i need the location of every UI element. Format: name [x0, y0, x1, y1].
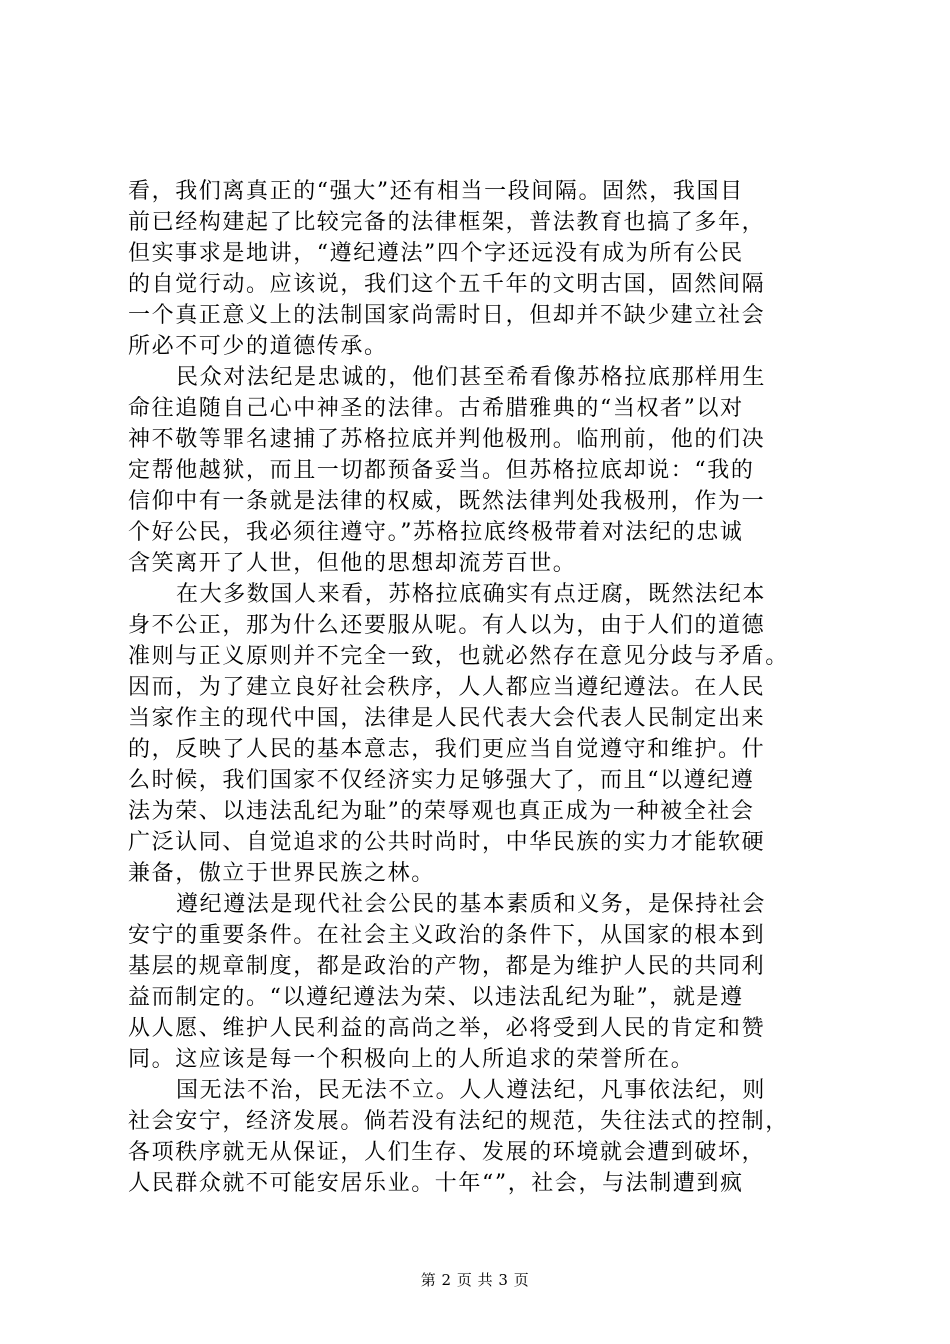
document-body — [128, 176, 834, 1199]
text-line: 人民群众就不可能安居乐业。十年“”，社会，与法制遭到疯 — [128, 1171, 744, 1196]
text-line: 么时候，我们国家不仅经济实力足够强大了，而且“以遵纪遵 — [128, 768, 755, 793]
text-line: 从人愿、维护人民利益的高尚之举，必将受到人民的肯定和赞 — [128, 1016, 766, 1041]
text-line: 一个真正意义上的法制国家尚需时日，但却并不缺少建立社会 — [128, 303, 766, 328]
text-line: 神不敬等罪名逮捕了苏格拉底并判他极刑。临刑前，他的们决 — [128, 427, 766, 452]
text-line: 基层的规章制度，都是政治的产物，都是为维护人民的共同利 — [128, 954, 766, 979]
paragraph — [128, 1075, 834, 1199]
text-line: 信仰中有一条就是法律的权威，既然法律判处我极刑，作为一 — [128, 489, 766, 514]
text-line: 安宁的重要条件。在社会主义政治的条件下，从国家的根本到 — [128, 923, 766, 948]
text-line: 当家作主的现代中国，法律是人民代表大会代表人民制定出来 — [128, 706, 766, 731]
text-line: 益而制定的。“以遵纪遵法为荣、以违法乱纪为耻”，就是遵 — [128, 985, 744, 1010]
text-line: 的，反映了人民的基本意志，我们更应当自觉遵守和维护。什 — [128, 737, 766, 762]
page-footer: 第 2 页 共 3 页 — [420, 1271, 530, 1289]
text-line: 前已经构建起了比较完备的法律框架，普法教育也搞了多年， — [128, 210, 766, 235]
text-line: 定帮他越狱，而且一切都预备妥当。但苏格拉底却说：“我的 — [128, 458, 755, 483]
text-line: 在大多数国人来看，苏格拉底确实有点迂腐，既然法纪本 — [176, 582, 767, 607]
text-line: 遵纪遵法是现代社会公民的基本素质和义务，是保持社会 — [176, 892, 767, 917]
text-line: 身不公正，那为什么还要服从呢。有人以为，由于人们的道德 — [128, 613, 766, 638]
text-line: 看，我们离真正的“强大”还有相当一段间隔。固然，我国目 — [128, 179, 744, 204]
paragraph — [128, 889, 834, 1075]
text-line: 准则与正义原则并不完全一致，也就必然存在意见分歧与矛盾。 — [128, 644, 789, 669]
text-line: 各项秩序就无从保证，人们生存、发展的环境就会遭到破坏， — [128, 1140, 766, 1165]
text-line: 但实事求是地讲，“遵纪遵法”四个字还远没有成为所有公民 — [128, 241, 744, 266]
text-line: 国无法不治，民无法不立。人人遵法纪，凡事依法纪，则 — [176, 1078, 767, 1103]
paragraph — [128, 362, 834, 579]
text-line: 兼备，傲立于世界民族之林。 — [128, 861, 435, 886]
text-line: 社会安宁，经济发展。倘若没有法纪的规范，失往法式的控制， — [128, 1109, 789, 1134]
text-line: 因而，为了建立良好社会秩序，人人都应当遵纪遵法。在人民 — [128, 675, 766, 700]
text-line: 广泛认同、自觉追求的公共时尚时，中华民族的实力才能软硬 — [128, 830, 766, 855]
text-line: 含笑离开了人世，但他的思想却流芳百世。 — [128, 551, 577, 576]
text-line: 所必不可少的道德传承。 — [128, 334, 388, 359]
paragraph — [128, 176, 834, 362]
paragraph — [128, 579, 834, 889]
text-line: 法为荣、以违法乱纪为耻”的荣辱观也真正成为一种被全社会 — [128, 799, 755, 824]
text-line: 的自觉行动。应该说，我们这个五千年的文明古国，固然间隔 — [128, 272, 766, 297]
text-line: 民众对法纪是忠诚的，他们甚至希看像苏格拉底那样用生 — [176, 365, 767, 390]
text-line: 个好公民，我必须往遵守。”苏格拉底终极带着对法纪的忠诚 — [128, 520, 744, 545]
text-line: 命往追随自己心中神圣的法律。古希腊雅典的“当权者”以对 — [128, 396, 744, 421]
text-line: 同。这应该是每一个积极向上的人所追求的荣誉所在。 — [128, 1047, 695, 1072]
